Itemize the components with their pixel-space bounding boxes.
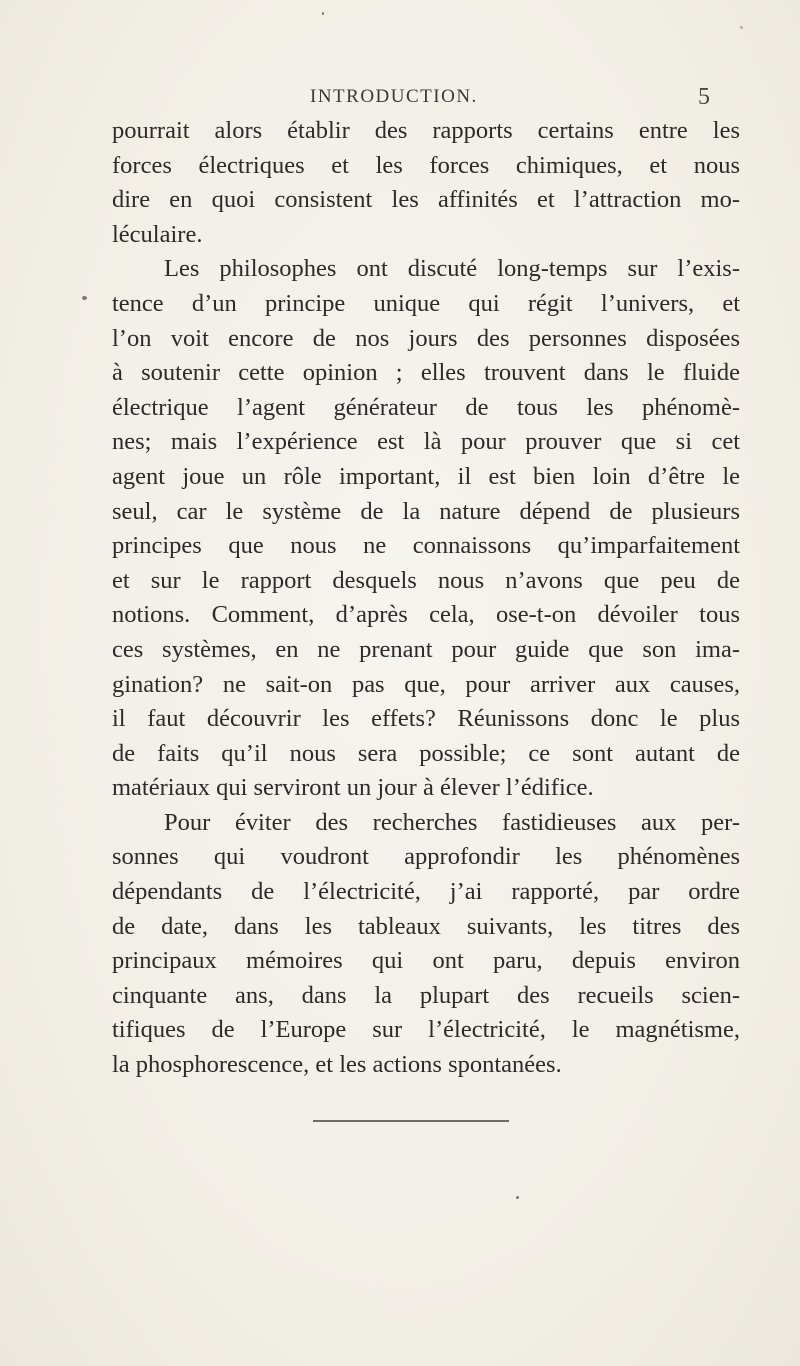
page-number: 5: [698, 84, 710, 110]
text-line: sonnes qui voudront approfondir les phénomènes: [112, 843, 740, 871]
text-line: et sur le rapport desquels nous n’avons que peu de: [112, 566, 740, 594]
text-line: Pour éviter des recherches fastidieuses aux per-: [164, 808, 740, 836]
running-head: INTRODUCTION.: [310, 86, 478, 107]
ink-speck: [516, 1196, 519, 1199]
ink-speck: [322, 12, 324, 15]
text-line: dépendants de l’électricité, j’ai rapporté, par ordre: [112, 878, 740, 906]
text-line: dire en quoi consistent les affinités et l’attraction mo-: [112, 186, 740, 214]
text-line: notions. Comment, d’après cela, ose-t-on dévoiler tous: [112, 601, 740, 629]
text-line: pourrait alors établir des rapports certains entre les: [112, 117, 740, 144]
body-text: [112, 114, 740, 1083]
text-line: seul, car le système de la nature dépend de plusieurs: [112, 497, 740, 525]
text-line: il faut découvrir les effets? Réunissons donc le plus: [112, 705, 740, 733]
section-rule: [313, 1120, 509, 1122]
text-line: de date, dans les tableaux suivants, les titres des: [112, 912, 740, 940]
text-line: Les philosophes ont discuté long-temps sur l’exis-: [164, 255, 740, 283]
text-line: principes que nous ne connaissons qu’imparfaitement: [112, 532, 740, 560]
text-line: nes; mais l’expérience est là pour prouver que si cet: [112, 428, 740, 456]
text-line: tifiques de l’Europe sur l’électricité, le magnétisme,: [112, 1016, 740, 1044]
text-line: cinquante ans, dans la plupart des recueils scien-: [112, 981, 740, 1009]
text-line: léculaire.: [112, 220, 203, 248]
ink-speck: [82, 296, 87, 300]
text-line: l’on voit encore de nos jours des personnes disposées: [112, 324, 740, 352]
text-line: matériaux qui serviront un jour à élever l’édifice.: [112, 774, 594, 802]
text-line: à soutenir cette opinion ; elles trouvent dans le fluide: [112, 359, 740, 387]
text-line: forces électriques et les forces chimiques, et nous: [112, 151, 740, 179]
text-line: tence d’un principe unique qui régit l’univers, et: [112, 289, 740, 317]
text-line: électrique l’agent générateur de tous les phénomè-: [112, 393, 740, 421]
text-line: agent joue un rôle important, il est bien loin d’être le: [112, 462, 740, 490]
ink-speck: [740, 26, 743, 29]
text-line: ces systèmes, en ne prenant pour guide que son ima-: [112, 635, 740, 663]
text-line: de faits qu’il nous sera possible; ce sont autant de: [112, 739, 740, 767]
text-line: principaux mémoires qui ont paru, depuis environ: [112, 947, 740, 975]
text-line: la phosphorescence, et les actions spontanées.: [112, 1051, 562, 1079]
text-line: gination? ne sait-on pas que, pour arriver aux causes,: [112, 670, 740, 698]
